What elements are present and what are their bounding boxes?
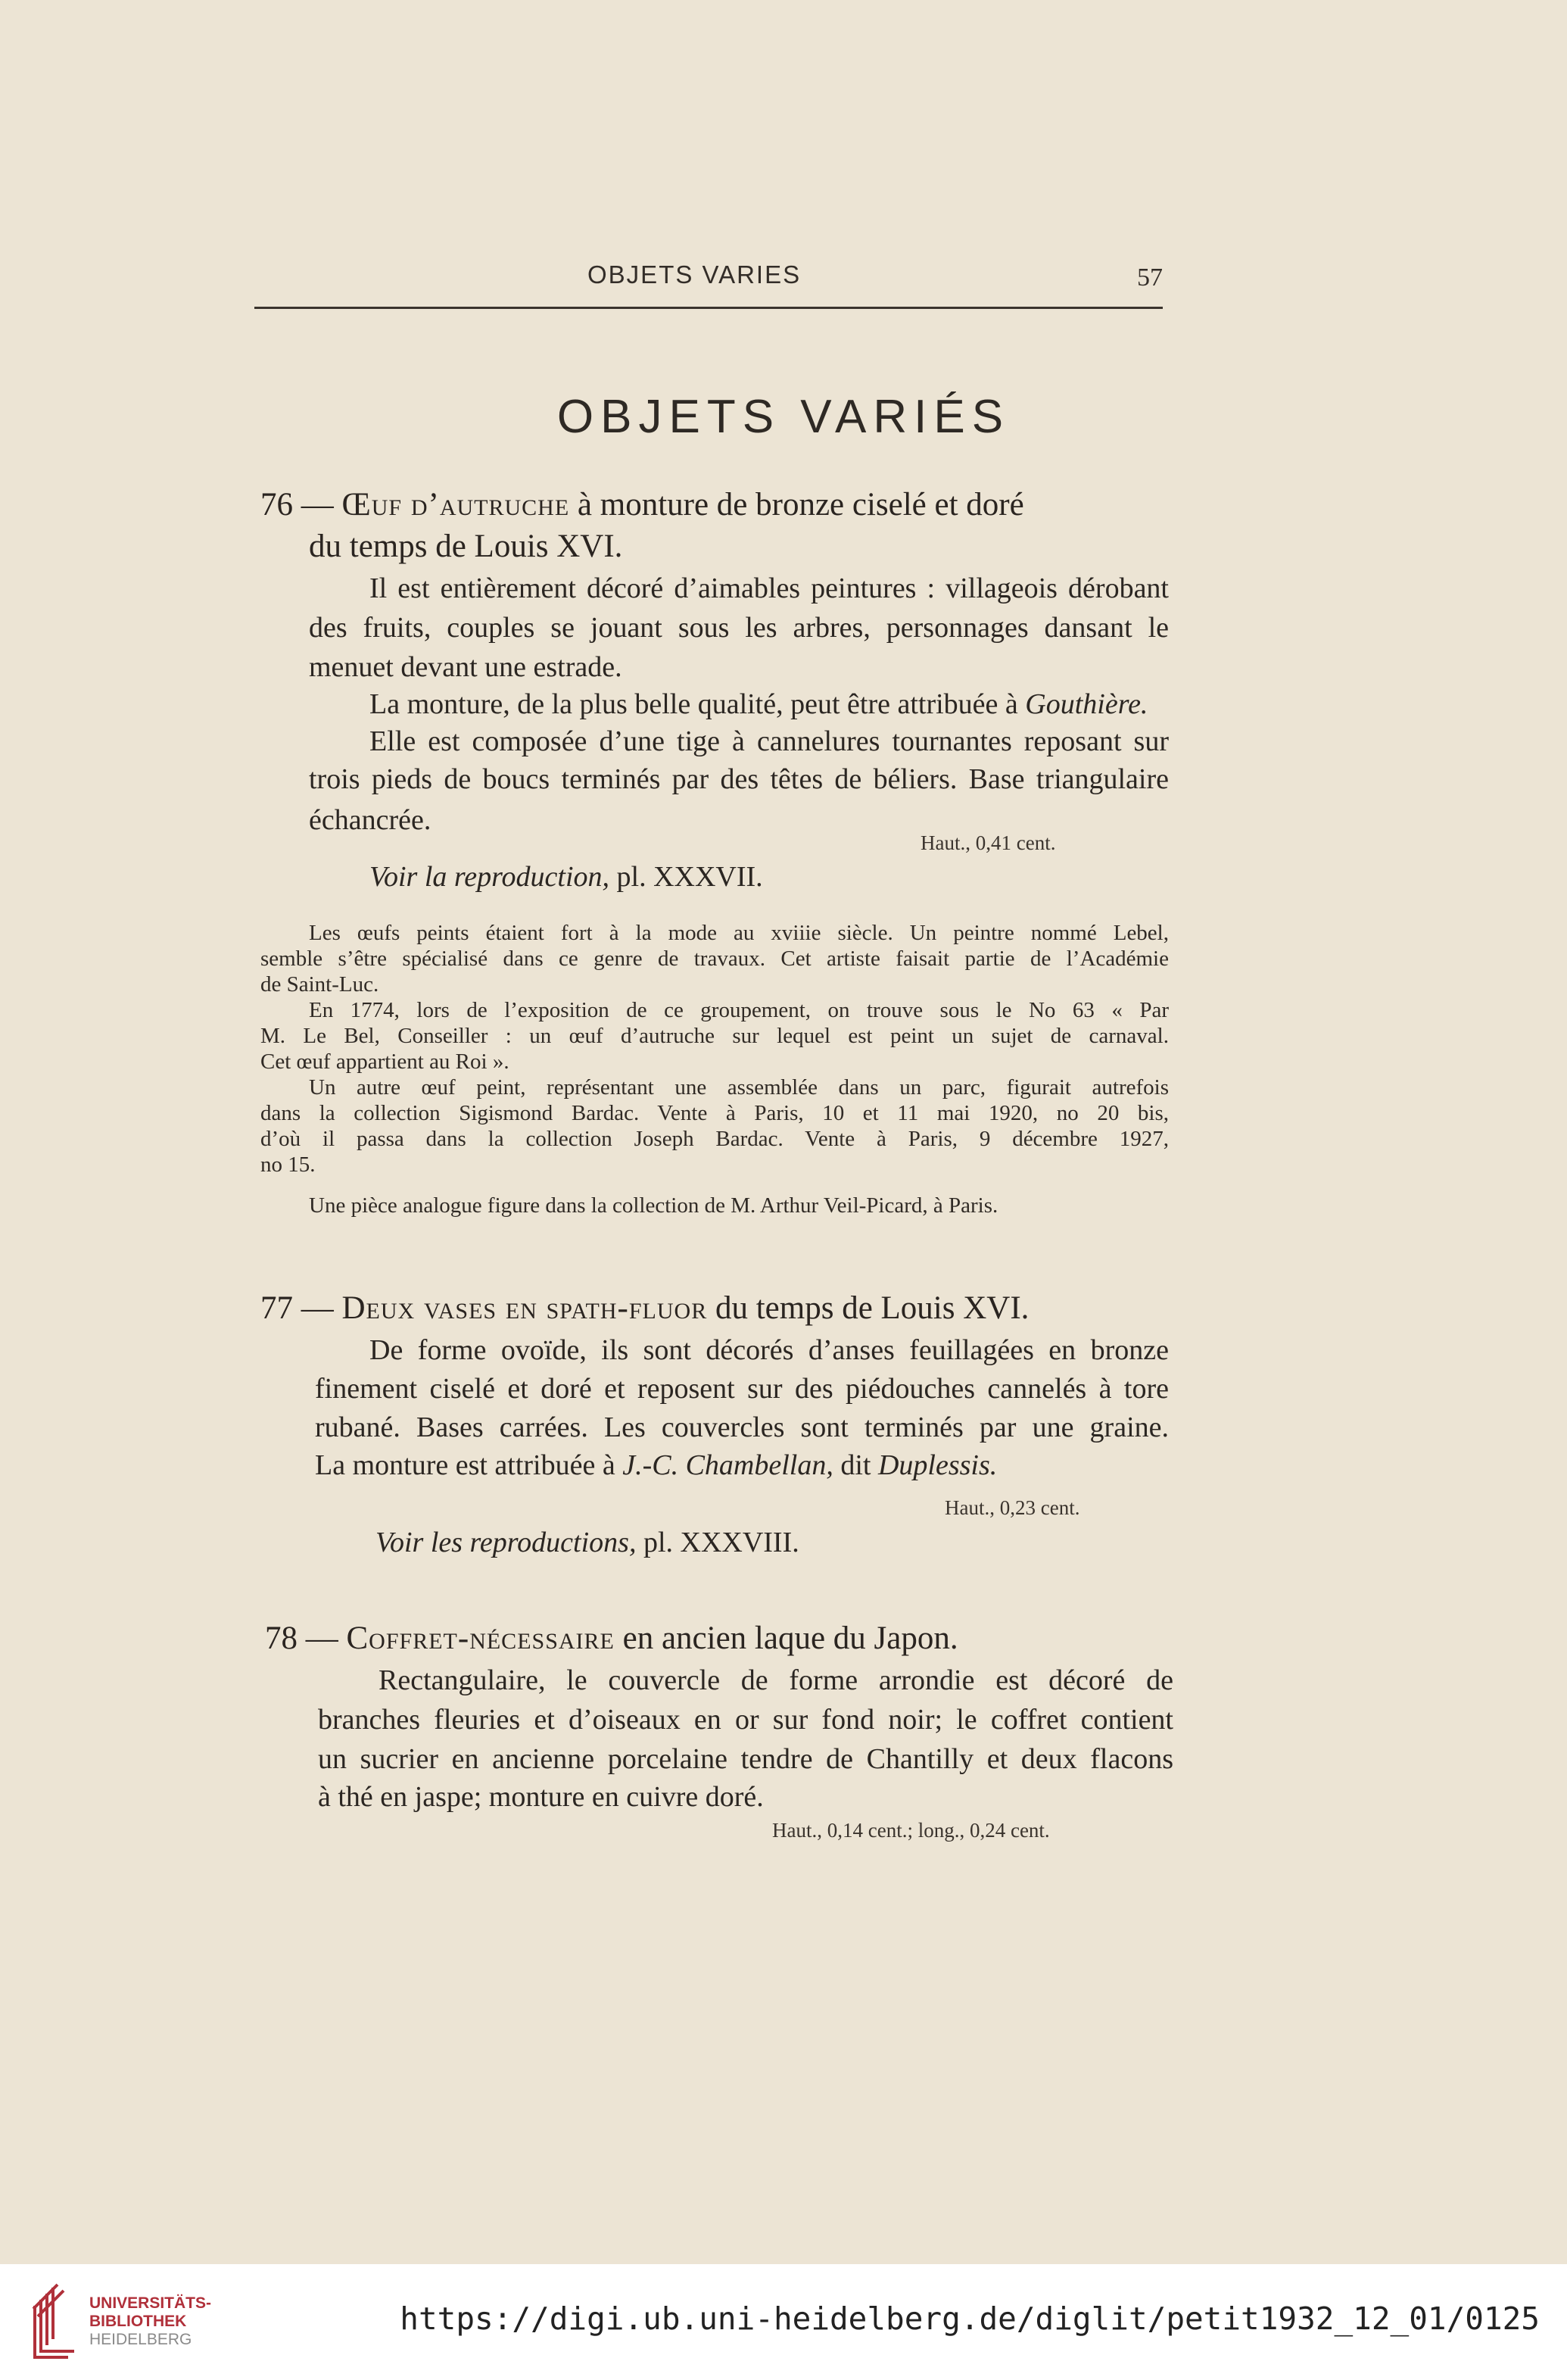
- header-rule: [254, 307, 1163, 309]
- item-77-name: Deux vases en spath-fluor: [341, 1290, 708, 1326]
- item-76-name: Œuf d’autruche: [341, 487, 570, 522]
- item-76-heading-line2: du temps de Louis XVI.: [309, 529, 623, 564]
- item-76-desc-line: Il est entièrement décoré d’aimables peintures : villageois dérobant: [369, 572, 1169, 604]
- item-76-number: 76: [260, 487, 293, 522]
- item-76-desc-line: échancrée.: [309, 804, 431, 836]
- item-76-heading: [260, 488, 1024, 521]
- logo-line: HEIDELBERG: [89, 2331, 192, 2348]
- item-78-name: Coffret-nécessaire: [346, 1620, 615, 1656]
- item-76-note-line: Les œufs peints étaient fort à la mode au xviiie siècle. Un peintre nommé Lebel,: [309, 921, 1169, 945]
- item-76-attribution-text: La monture, de la plus belle qualité, peut être attribuée à: [369, 688, 1026, 720]
- item-78-number: 78: [265, 1620, 298, 1656]
- item-77-artist: J.-C. Chambellan,: [622, 1449, 833, 1481]
- item-76-attribution: [369, 690, 1148, 719]
- running-title: OBJETS VARIES: [587, 260, 802, 289]
- item-78-dash: —: [305, 1620, 338, 1656]
- item-76-note-line: no 15.: [260, 1153, 316, 1177]
- item-78-desc-line: branches fleuries et d’oiseaux en or sur fond noir; le coffret contient: [318, 1704, 1173, 1736]
- item-76-note-line: Cet œuf appartient au Roi ».: [260, 1050, 509, 1074]
- item-76-note-line: M. Le Bel, Conseiller : un œuf d’autruche sur lequel est peint un sujet de carnaval.: [260, 1024, 1169, 1048]
- item-76-measure: Haut., 0,41 cent.: [921, 831, 1056, 854]
- item-77-desc-line: De forme ovoïde, ils sont décorés d’anses feuillagées en bronze: [369, 1334, 1169, 1366]
- logo-line: BIBLIOTHEK: [89, 2313, 187, 2330]
- item-76-voir: Voir la reproduction,: [369, 861, 610, 893]
- item-77-title-rest: du temps de Louis XVI.: [707, 1290, 1030, 1326]
- item-76-title-rest: à monture de bronze ciselé et doré: [569, 487, 1024, 522]
- permalink-url[interactable]: https://digi.ub.uni-heidelberg.de/diglit/petit1932_12_01/0125: [400, 2300, 1540, 2337]
- section-title: OBJETS VARIÉS: [556, 391, 1011, 443]
- item-76-note-line: Une pièce analogue figure dans la collection de M. Arthur Veil-Picard, à Paris.: [309, 1193, 998, 1218]
- item-76-note-line: d’où il passa dans la collection Joseph Bardac. Vente à Paris, 9 décembre 1927,: [260, 1127, 1169, 1151]
- footer-banner: [0, 2264, 1567, 2380]
- item-77-heading: [260, 1292, 1029, 1324]
- item-77-voir: Voir les reproductions,: [375, 1527, 637, 1558]
- page-number: 57: [1137, 264, 1163, 292]
- item-78-desc-line: à thé en jaspe; monture en cuivre doré.: [318, 1781, 764, 1813]
- item-76-note-line: En 1774, lors de l’exposition de ce groupement, on trouve sous le No 63 « Par: [309, 998, 1169, 1022]
- item-77-number: 77: [260, 1290, 293, 1326]
- item-76-dash: —: [301, 487, 334, 522]
- item-78-desc-line: un sucrier en ancienne porcelaine tendre de Chantilly et deux flacons: [318, 1743, 1173, 1775]
- logo-line: UNIVERSITÄTS-: [89, 2294, 212, 2312]
- item-76-desc-line: menuet devant une estrade.: [309, 651, 622, 683]
- item-77-dash: —: [301, 1290, 334, 1326]
- library-logo-text: [89, 2294, 211, 2349]
- item-78-measure: Haut., 0,14 cent.; long., 0,24 cent.: [772, 1819, 1050, 1842]
- item-78-title-rest: en ancien laque du Japon.: [614, 1620, 958, 1656]
- library-logo-icon: [30, 2283, 79, 2362]
- running-header: [254, 260, 1163, 306]
- item-76-note-line: Un autre œuf peint, représentant une assemblée dans un parc, figurait autrefois: [309, 1075, 1169, 1100]
- item-77-attribution-mid: dit: [833, 1449, 878, 1481]
- item-76-plate-ref: [369, 862, 763, 891]
- item-76-desc-line: Elle est composée d’une tige à cannelures tournantes reposant sur: [369, 725, 1169, 757]
- item-78-heading: [265, 1622, 958, 1655]
- item-76-artist: Gouthière.: [1025, 688, 1148, 720]
- item-77-artist-alias: Duplessis.: [877, 1449, 998, 1481]
- item-76-note-line: dans la collection Sigismond Bardac. Vente à Paris, 10 et 11 mai 1920, no 20 bis,: [260, 1101, 1169, 1125]
- item-77-measure: Haut., 0,23 cent.: [945, 1496, 1080, 1519]
- item-76-note-line: de Saint-Luc.: [260, 972, 379, 997]
- item-76-note-line: semble s’être spécialisé dans ce genre de travaux. Cet artiste faisait partie de l’Académie: [260, 947, 1169, 971]
- item-77-desc-line: finement ciselé et doré et reposent sur des piédouches cannelés à tore: [315, 1373, 1169, 1405]
- item-77-plate: pl. XXXVIII.: [636, 1527, 799, 1558]
- item-76-desc-line: des fruits, couples se jouant sous les arbres, personnages dansant le: [309, 612, 1169, 644]
- item-77-attribution: [315, 1451, 997, 1480]
- item-78-desc-line: Rectangulaire, le couvercle de forme arrondie est décoré de: [379, 1664, 1173, 1696]
- item-77-desc-line: rubané. Bases carrées. Les couvercles sont terminés par une graine.: [315, 1411, 1169, 1443]
- item-77-attribution-text: La monture est attribuée à: [315, 1449, 623, 1481]
- item-77-plate-ref: [375, 1528, 799, 1557]
- item-76-desc-line: trois pieds de boucs terminés par des têtes de béliers. Base triangulaire: [309, 763, 1169, 795]
- item-76-plate: pl. XXXVII.: [609, 861, 763, 893]
